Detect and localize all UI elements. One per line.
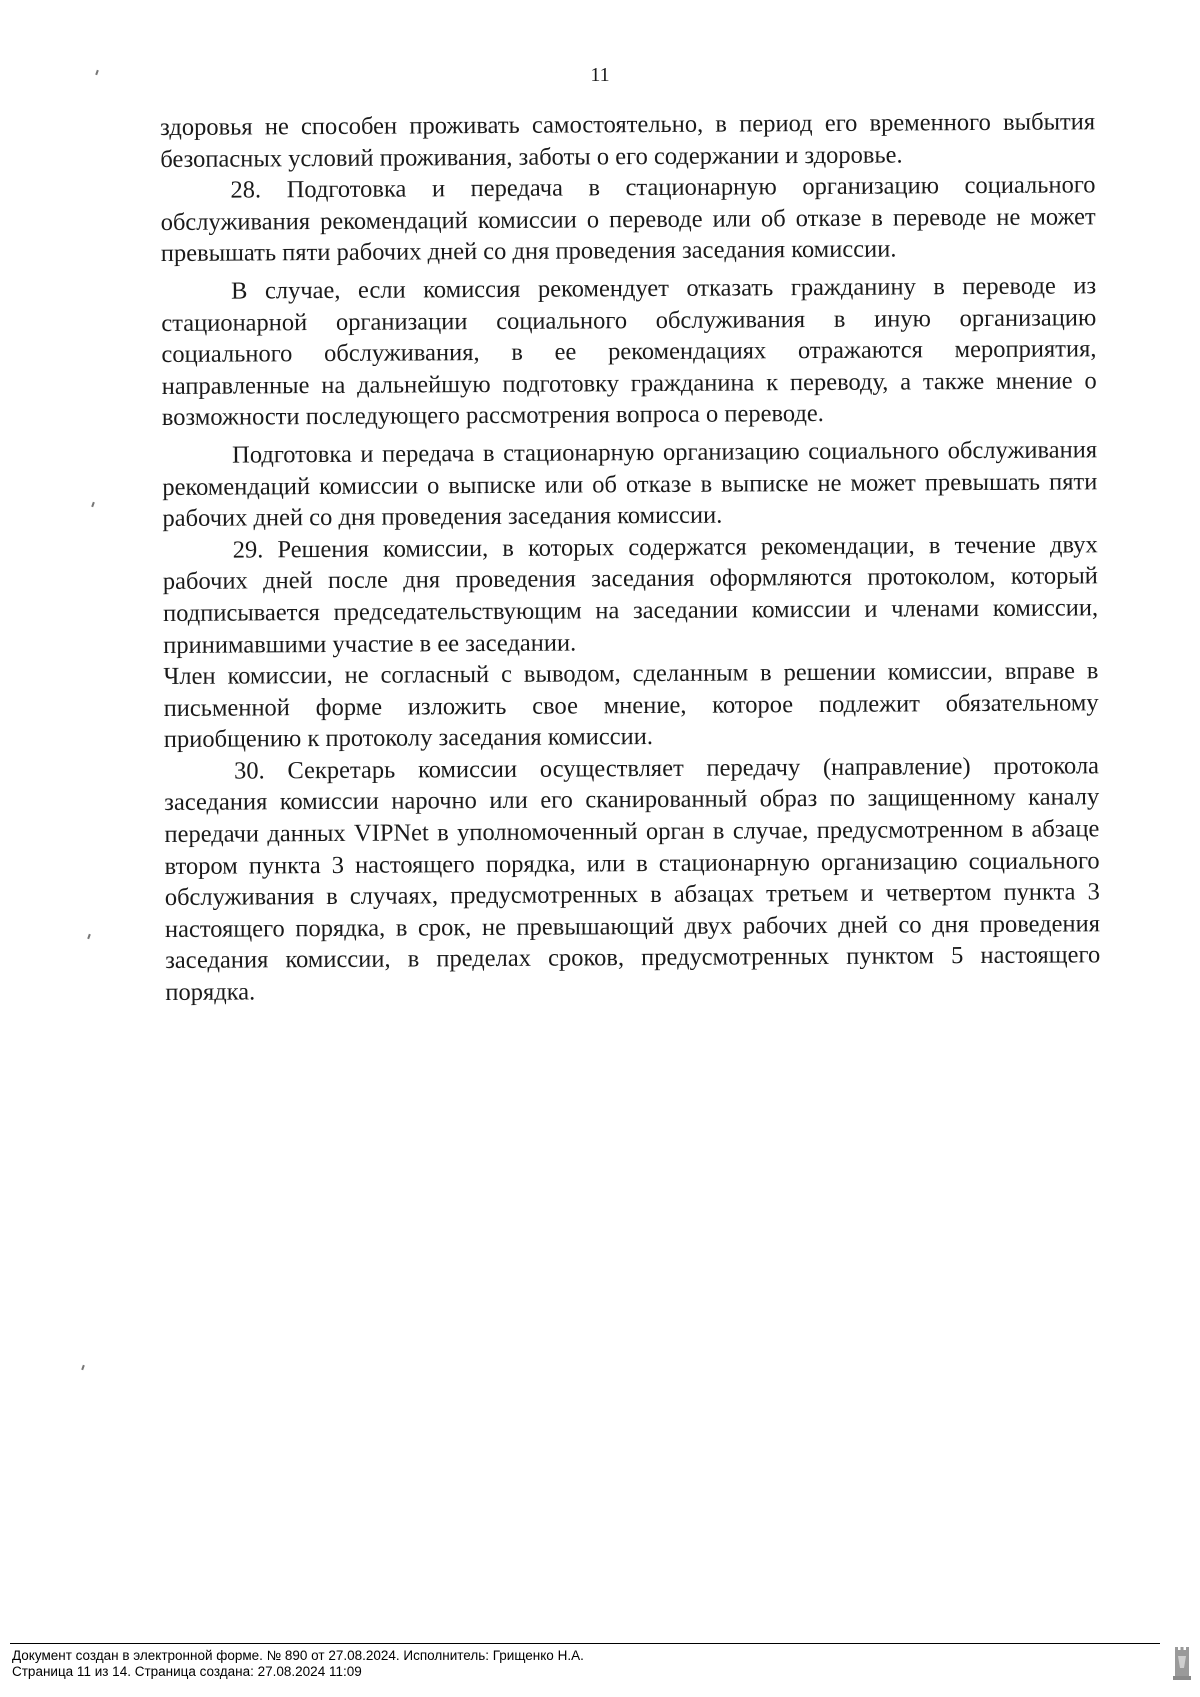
- document-body: [160, 106, 1100, 1008]
- paragraph-item-30: 30. Секретарь комиссии осуществляет передачу (направление) протокола заседания комиссии нарочно или его сканированный образ по защищенному каналу передачи данных VIPNet в уполномоченный орган в случае, предусмотренном в абзаце втором пункта 3 настоящего порядка, или в стационарную организацию социального обслуживания в случаях, предусмотренных в абзацах третьем и четвертом пункта 3 настоящего порядка, в срок, не превышающий двух рабочих дней со дня проведения заседания комиссии, в пределах сроков, предусмотренных пунктом 5 настоящего порядка.: [164, 752, 1101, 1007]
- scan-speck: [81, 1365, 85, 1370]
- page-number: 11: [590, 64, 610, 86]
- paragraph-dissent: Член комиссии, не согласный с выводом, сделанным в решении комиссии, вправе в письменной форме изложить свое мнение, которое подлежит обязательному приобщению к протоколу заседания комиссии.: [163, 657, 1099, 754]
- paragraph-discharge: Подготовка и передача в стационарную организацию социального обслуживания рекомендаций комиссии о выписке или об отказе в выписке не может превышать пяти рабочих дней со дня проведения заседания комиссии.: [162, 436, 1098, 533]
- scan-speck: [87, 934, 91, 939]
- coat-of-arms-icon: [1172, 1646, 1192, 1682]
- scan-speck: [91, 502, 95, 507]
- paragraph-refusal-transfer: В случае, если комиссия рекомендует отказать гражданину в переводе из стационарной организации социального обслуживания в иную организацию социального обслуживания, в ее рекомендациях отражаются мероприятия, направленные на дальнейшую подготовку гражданина к переводу, а также мнение о возможности последующего рассмотрения вопроса о переводе.: [161, 272, 1097, 432]
- footer-document-info: Документ создан в электронной форме. № 890 от 27.08.2024. Исполнитель: Грищенко Н.А.: [12, 1648, 584, 1663]
- footer-page-info: Страница 11 из 14. Страница создана: 27.08.2024 11:09: [12, 1664, 362, 1679]
- document-footer: [12, 1648, 584, 1680]
- footer-divider: [10, 1643, 1160, 1644]
- paragraph-item-28: 28. Подготовка и передача в стационарную организацию социального обслуживания рекомендаций комиссии о переводе или об отказе в переводе не может превышать пяти рабочих дней со дня проведения заседания комиссии.: [160, 171, 1096, 268]
- paragraph-item-29: 29. Решения комиссии, в которых содержатся рекомендации, в течение двух рабочих дней после дня проведения заседания оформляются протоколом, который подписывается председательствующим на заседании комиссии и членами комиссии, принимавшими участие в ее заседании.: [162, 530, 1099, 659]
- paragraph-continuation: здоровья не способен проживать самостоятельно, в период его временного выбытия безопасных условий проживания, заботы о его содержании и здоровье.: [160, 108, 1096, 173]
